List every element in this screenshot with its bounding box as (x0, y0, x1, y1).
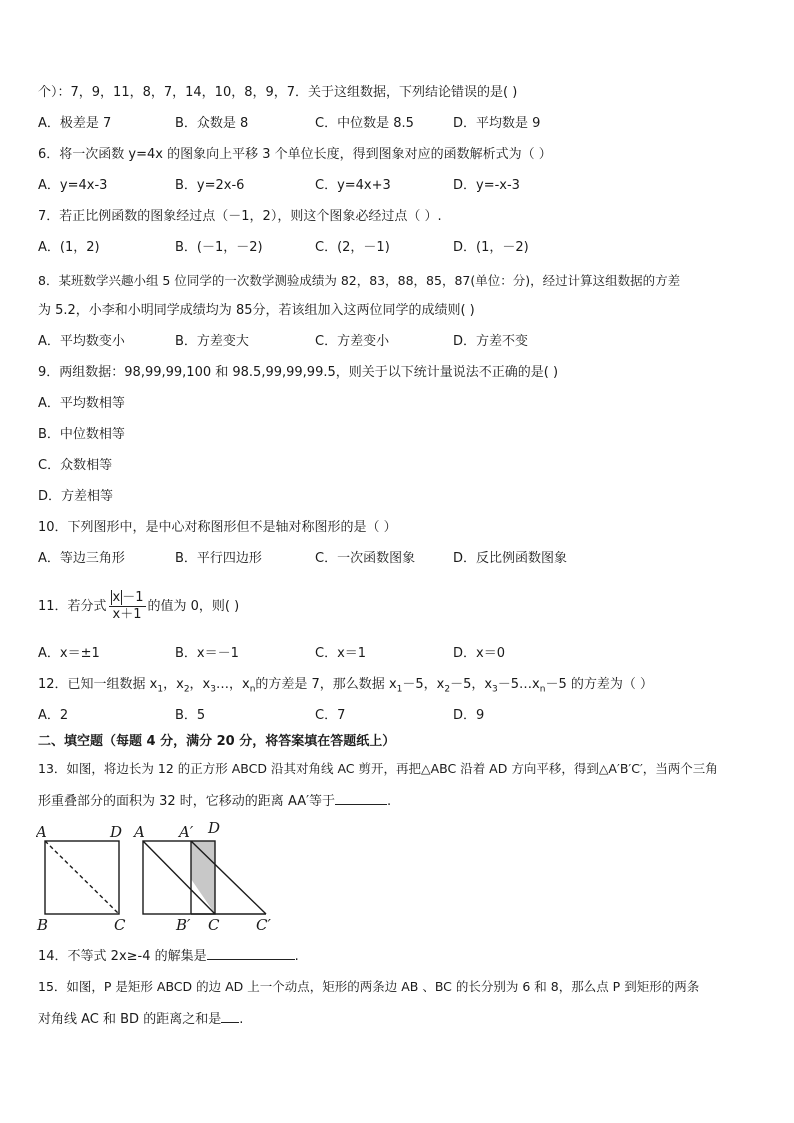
question-6: 6．将一次函数 y=4x 的图象向上平移 3 个单位长度，得到图象对应的函数解析式为（ ） (38, 147, 552, 162)
option-c: C．方差变小 (315, 334, 390, 349)
q8-options (38, 333, 758, 351)
option-b: B．(－1，－2) (175, 240, 263, 255)
option-d: D．平均数是 9 (453, 116, 541, 131)
option-b: B．y=2x-6 (175, 178, 245, 193)
answer-blank (335, 790, 387, 805)
option-c: C．7 (315, 708, 346, 723)
q13-end: . (387, 794, 392, 809)
q9-option-b: B．中位数相等 (38, 427, 125, 442)
q10-options (38, 550, 758, 568)
option-d: D．反比例函数图象 (453, 551, 568, 566)
question-13-line2 (38, 790, 391, 811)
q14-text: 14．不等式 2x≥-4 的解集是 (38, 949, 207, 964)
q11-suffix: 的值为 0，则( ) (147, 599, 240, 614)
label-c-prime: C′ (256, 916, 271, 934)
question-14 (38, 945, 299, 966)
option-a: A．等边三角形 (38, 551, 125, 566)
q15-text: 对角线 AC 和 BD 的距离之和是 (38, 1012, 222, 1027)
q11-numerator (109, 590, 146, 607)
option-d: D．方差不变 (453, 334, 529, 349)
translated-figure (143, 841, 266, 914)
q11-prefix: 11．若分式 (38, 599, 107, 614)
q9-option-d: D．方差相等 (38, 489, 114, 504)
subscript: 1 (157, 684, 164, 695)
question-8-line1: 8．某班数学兴趣小组 5 位同学的一次数学测验成绩为 82，83，88，85，87(单位：分)，经过计算这组数据的方差 (38, 273, 681, 288)
q6-options (38, 177, 758, 195)
q12-text: 的方差是 7，那么数据 x (255, 677, 397, 692)
question-15-line1: 15．如图，P 是矩形 ABCD 的边 AD 上一个动点，矩形的两条边 AB 、BC 的长分别为 6 和 8，那么点 P 到矩形的两条 (38, 979, 700, 994)
abs-value: x (112, 590, 121, 605)
question-10: 10．下列图形中，是中心对称图形但不是轴对称图形的是（ ） (38, 520, 397, 535)
q13-figure (36, 818, 286, 936)
option-d: D．x＝0 (453, 646, 505, 661)
subscript: n (539, 684, 546, 695)
q7-options (38, 239, 758, 257)
q12-text: －5，x (450, 677, 493, 692)
label-a-second: A (134, 823, 145, 841)
q12-text: 12．已知一组数据 x (38, 677, 158, 692)
subscript: 2 (444, 684, 451, 695)
q11-fraction (109, 590, 146, 623)
option-a: A．平均数变小 (38, 334, 125, 349)
option-c: C．中位数是 8.5 (315, 116, 414, 131)
option-d: D．y=-x-3 (453, 178, 520, 193)
label-a: A (36, 823, 47, 841)
option-b: B．平行四边形 (175, 551, 262, 566)
q12-text: …，x (215, 677, 250, 692)
q14-end: . (294, 949, 299, 964)
q11-denominator: x＋1 (112, 607, 142, 622)
q12-text: ，x (189, 677, 211, 692)
square-abcd (45, 841, 119, 914)
label-c-second: C (208, 916, 220, 934)
q13-text: 形重叠部分的面积为 32 时，它移动的距离 AA′等于 (38, 794, 336, 809)
q4-tail: 个）：7，9，11，8，7，14，10，8，9，7．关于这组数据，下列结论错误的是( ) (38, 85, 518, 100)
q11-num-rest: －1 (122, 590, 144, 605)
label-a-prime: A′ (179, 823, 194, 841)
option-b: B．众数是 8 (175, 116, 249, 131)
label-c: C (114, 916, 126, 934)
option-a: A．极差是 7 (38, 116, 112, 131)
q9-option-a: A．平均数相等 (38, 396, 125, 411)
q9-option-c: C．众数相等 (38, 458, 113, 473)
subscript: 2 (183, 684, 190, 695)
question-9: 9．两组数据：98,99,99,100 和 98.5,99,99,99.5，则关于以下统计量说法不正确的是( ) (38, 365, 559, 380)
q12-text: －5…x (497, 677, 540, 692)
q12-text: －5 的方差为（ ） (545, 677, 654, 692)
question-7: 7．若正比例函数的图象经过点（－1，2），则这个图象必经过点（ ）. (38, 209, 442, 224)
question-8-line2: 为 5.2，小李和小明同学成绩均为 85分，若该组加入这两位同学的成绩则( ) (38, 303, 475, 318)
subscript: 3 (210, 684, 216, 695)
option-c: C．y=4x+3 (315, 178, 391, 193)
question-13-line1: 13．如图，将边长为 12 的正方形 ABCD 沿其对角线 AC 剪开，再把△ABC 沿着 AD 方向平移，得到△A′B′C′，当两个三角 (38, 761, 718, 776)
subscript: 3 (492, 684, 498, 695)
option-c: C．x＝1 (315, 646, 367, 661)
subscript: n (249, 684, 256, 695)
option-a: A．2 (38, 708, 69, 723)
question-12 (38, 676, 653, 699)
label-b-prime: B′ (176, 916, 191, 934)
question-15-line2 (38, 1008, 243, 1029)
option-a: A．y=4x-3 (38, 178, 108, 193)
label-d-second: D (208, 819, 221, 837)
label-d: D (110, 823, 123, 841)
q12-options (38, 707, 758, 725)
option-b: B．x＝－1 (175, 646, 239, 661)
answer-blank (221, 1008, 239, 1023)
option-a: A．x＝±1 (38, 646, 100, 661)
option-c: C．一次函数图象 (315, 551, 416, 566)
option-c: C．(2，－1) (315, 240, 390, 255)
option-d: D．(1，－2) (453, 240, 529, 255)
q11-options (38, 645, 758, 663)
option-b: B．方差变大 (175, 334, 249, 349)
answer-blank (207, 945, 295, 960)
subscript: 1 (396, 684, 403, 695)
question-11 (38, 590, 239, 624)
option-a: A．(1，2) (38, 240, 100, 255)
q15-end: . (239, 1012, 244, 1027)
label-b: B (37, 916, 49, 934)
q12-text: ，x (163, 677, 184, 692)
section-2-heading: 二、填空题（每题 4 分，满分 20 分，将答案填在答题纸上） (38, 734, 396, 749)
q4-options (38, 115, 758, 133)
option-b: B．5 (175, 708, 206, 723)
q12-text: －5，x (402, 677, 445, 692)
option-d: D．9 (453, 708, 485, 723)
